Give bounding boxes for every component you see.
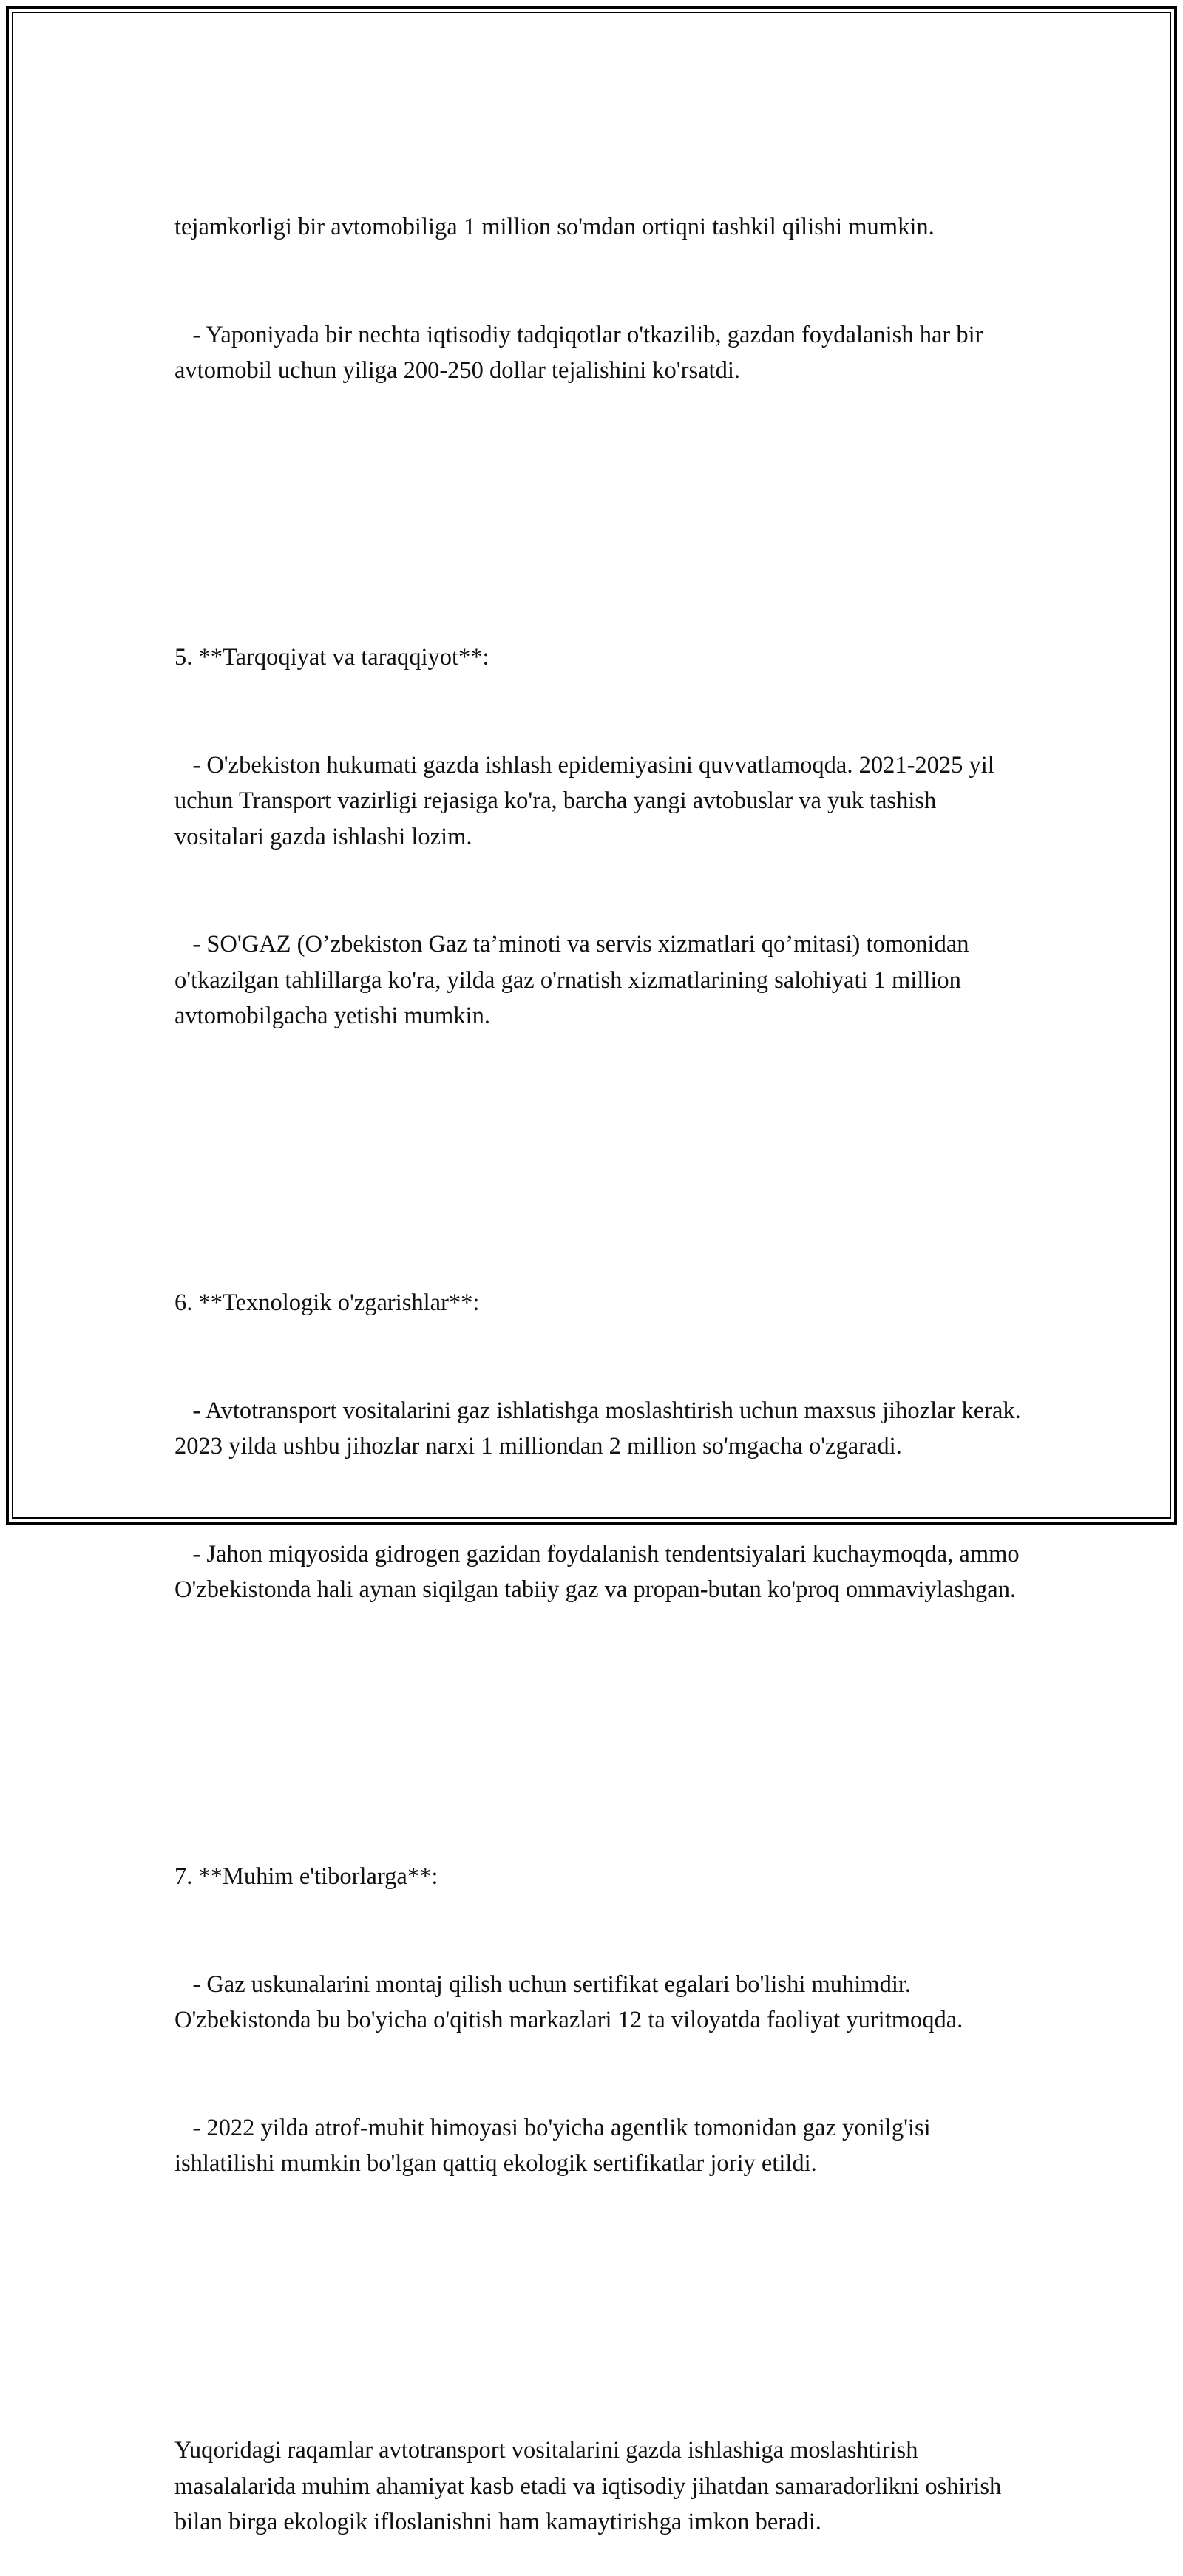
section-5-item-2: - SO'GAZ (O’zbekiston Gaz ta’minoti va servis xizmatlari qo’mitasi) tomonidan o'tkazilgan tahlillarga ko'ra, yilda gaz o'rnatish xizmatlarining salohiyati 1 million avtomobilgacha yetishi mumkin.	[174, 931, 975, 1029]
section-7-heading: 7. **Muhim e'tiborlarga**:	[174, 1863, 438, 1890]
section-7-item-1: - Gaz uskunalarini montaj qilish uchun sertifikat egalari bo'lishi muhimdir. O'zbekistonda bu bo'yicha o'qitish markazlari 12 ta viloyatda faoliyat yuritmoqda.	[174, 1970, 963, 2033]
section-5-item-1: - O'zbekiston hukumati gazda ishlash epidemiyasini quvvatlamoqda. 2021-2025 yil uchun Transport vazirligi rejasiga ko'ra, barcha yangi avtobuslar va yuk tashish vositalari gazda ishlashi lozim.	[174, 751, 1000, 850]
section-7-item-2: - 2022 yilda atrof-muhit himoyasi bo'yicha agentlik tomonidan gaz yonilg'isi ishlatilishi mumkin bo'lgan qattiq ekologik sertifikatlar joriy etildi.	[174, 2114, 937, 2177]
conclusion-paragraph: Yuqoridagi raqamlar avtotransport vositalarini gazda ishlashiga moslashtirish masalalarida muhim ahamiyat kasb etadi va iqtisodiy jihatdan samaradorlikni oshirish bilan birga ekologik ifloslanishni ham kamaytirishga imkon beradi.	[174, 2437, 1008, 2535]
document-body	[174, 138, 1025, 2576]
intro-bullet-japan: - Yaponiyada bir nechta iqtisodiy tadqiqotlar o'tkazilib, gazdan foydalanish har bir avtomobil uchun yiliga 200-250 dollar tejalishini ko'rsatdi.	[174, 321, 989, 384]
spacer	[174, 2289, 1025, 2325]
intro-paragraph: tejamkorligi bir avtomobiliga 1 million so'mdan ortiqni tashkil qilishi mumkin.	[174, 214, 935, 240]
spacer	[174, 496, 1025, 532]
section-6-item-2: - Jahon miqyosida gidrogen gazidan foydalanish tendentsiyalari kuchaymoqda, ammo O'zbekistonda hali aynan siqilgan tabiiy gaz va propan-butan ko'proq ommaviylashgan.	[174, 1540, 1026, 1603]
section-5-heading: 5. **Tarqoqiyat va taraqqiyot**:	[174, 644, 489, 671]
section-6-heading: 6. **Texnologik o'zgarishlar**:	[174, 1289, 480, 1316]
spacer	[174, 1142, 1025, 1178]
spacer	[174, 1715, 1025, 1752]
section-6-item-1: - Avtotransport vositalarini gaz ishlatishga moslashtirish uchun maxsus jihozlar kerak. 2023 yilda ushbu jihozlar narxi 1 milliondan 2 million so'mgacha o'zgaradi.	[174, 1397, 1027, 1460]
